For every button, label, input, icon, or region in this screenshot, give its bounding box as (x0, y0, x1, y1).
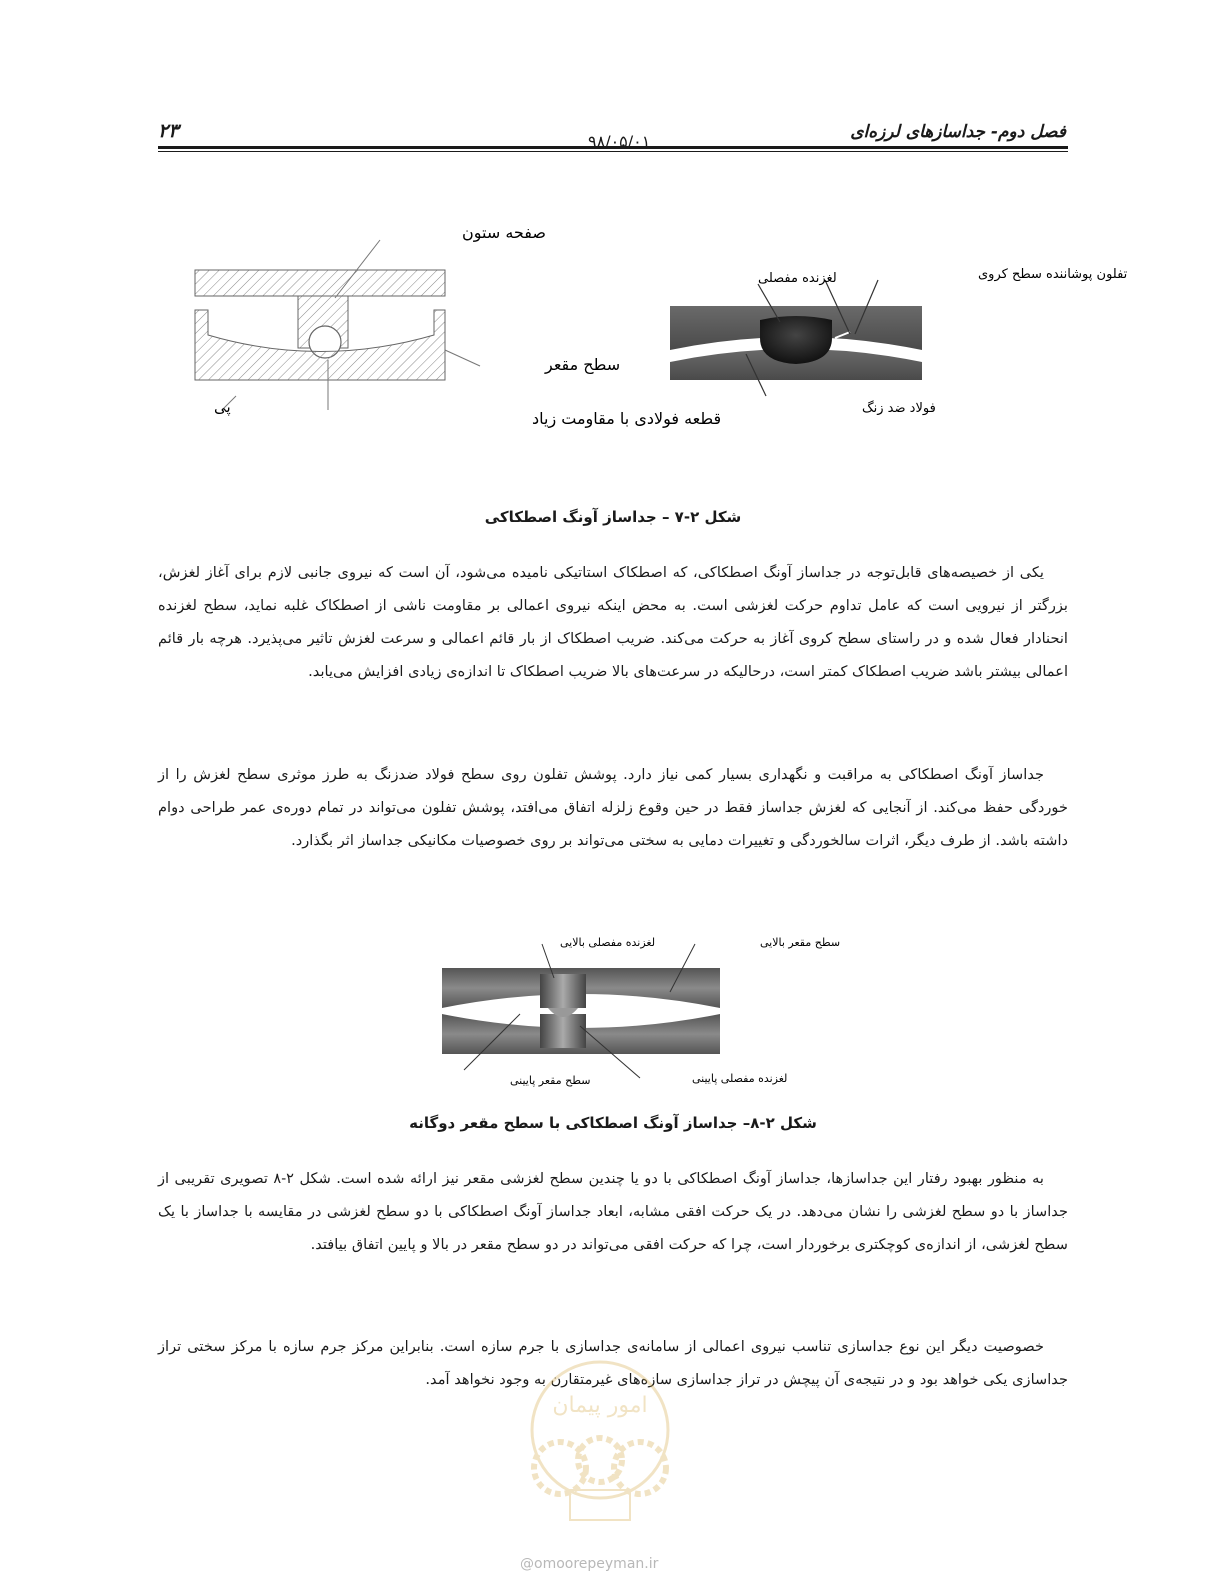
chapter-title: فصل دوم- جداسازهای لرزه‌ای (850, 122, 1066, 142)
paragraph-2: جداساز آونگ اصطکاکی به مراقبت و نگهداری بسیار کمی نیاز دارد. پوشش تفلون روی سطح فولاد ضدزنگ به طرز موثری سطح لغزش را از خوردگی حفظ می‌کند. از آنجایی که لغزش جداساز فقط در حین وقوع زلزله اتفاق می‌افتد، پوشش تفلون می‌تواند در تمام دوره‌ی عمر طراحی دوام داشته باشد. از طرف دیگر، اثرات سالخوردگی و تغییرات دمایی به سختی می‌تواند بر روی خصوصیات مکانیکی جداساز اثر بگذارد. (158, 766, 1068, 849)
page-number: ۲۳ (158, 120, 179, 142)
label-column-plate: صفحه ستون (462, 223, 546, 242)
column-plate-shape (195, 270, 445, 296)
label-stainless-steel: فولاد ضد زنگ (862, 401, 936, 416)
watermark-url: @omoorepeyman.ir (520, 1556, 659, 1572)
label-lower-surface: سطح مقعر پایینی (510, 1074, 591, 1087)
paragraph-1: یکی از خصیصه‌های قابل‌توجه در جداساز آونگ اصطکاکی، که اصطکاک استاتیکی نامیده می‌شود، آن است که نیروی جانبی لازم برای آغاز لغزش، بزرگتر از نیرویی است که عامل تداوم حرکت لغزشی است. به محض اینکه نیروی اعمالی بر مقاومت ناشی از اصطکاک غلبه نماید، سطح لغزنده انحنادار فعال شده و در راستای سطح کروی آغاز به حرکت می‌کند. ضریب اصطکاک از بار قائم اعمالی و سرعت لغزش تاثیر می‌پذیرد. هرچه بار قائم اعمالی بیشتر باشد ضریب اصطکاک کمتر است، درحالیکه در سرعت‌های بالا ضریب اصطکاک تا اندازه‌ی زیادی افزایش می‌یابد. (158, 564, 1068, 680)
label-base: پی (214, 398, 231, 416)
label-steel-part: قطعه فولادی با مقاومت زیاد (532, 409, 722, 428)
label-lower-slider: لغزنده مفصلی پایینی (692, 1072, 788, 1085)
label-teflon: تفلون پوشاننده سطح کروی (978, 267, 1128, 282)
label-concave-surface: سطح مقعر (545, 355, 621, 374)
header-rule-thin (158, 151, 1068, 152)
paragraph-4: خصوصیت دیگر این نوع جداسازی تناسب نیروی اعمالی از سامانه‌ی جداسازی با جرم سازه است. بنابراین مرکز جرم سازه با مرکز سختی تراز جداسازی یکی خواهد بود و در نتیجه‌ی آن پیچش در تراز جداسازی سازه‌های غیرمتقارن به وجود نخواهد آمد. (158, 1338, 1068, 1388)
lower-slider-shape (540, 1014, 586, 1048)
fps-schematic-diagram (180, 210, 722, 440)
articulated-slider-shape (760, 316, 832, 364)
label-upper-surface: سطح مقعر بالایی (760, 936, 841, 949)
header-rule-thick (158, 146, 1068, 149)
label-articulated-slider: لغزنده مفصلی (758, 271, 837, 286)
paragraph-3: به منظور بهبود رفتار این جداسازها، جداساز آونگ اصطکاکی با دو یا چندین سطح لغزشی مقعر نیز ارائه شده است. شکل ۲-۸ تصویری تقریبی از جداساز با دو سطح لغزشی را نشان می‌دهد. در یک حرکت افقی مشابه، ابعاد جداساز آونگ اصطکاکی با دو سطح لغزشی در مقایسه با جداساز با یک سطح لغزشی، از اندازه‌ی کوچکتری برخوردار است، چرا که حرکت افقی می‌تواند در دو سطح مقعر در بالا و پایین اتفاق بیافتد. (158, 1170, 1068, 1253)
figure8-caption: شکل ۲-۸– جداساز آونگ اصطکاکی با سطح مقعر دوگانه (409, 1114, 817, 1132)
date-stamp: ۹۸/۰۵/۰۱ (588, 132, 651, 151)
label-upper-slider: لغزنده مفصلی بالایی (560, 936, 656, 949)
watermark-logo-text: امور پیمان (552, 1393, 648, 1418)
figure7-caption: شکل ۲-۷ – جداساز آونگ اصطکاکی (484, 508, 742, 526)
double-concave-diagram (420, 930, 841, 1094)
watermark-logo (500, 1350, 700, 1540)
upper-slider-shape (540, 974, 586, 1008)
fps-section-diagram (640, 258, 1128, 428)
